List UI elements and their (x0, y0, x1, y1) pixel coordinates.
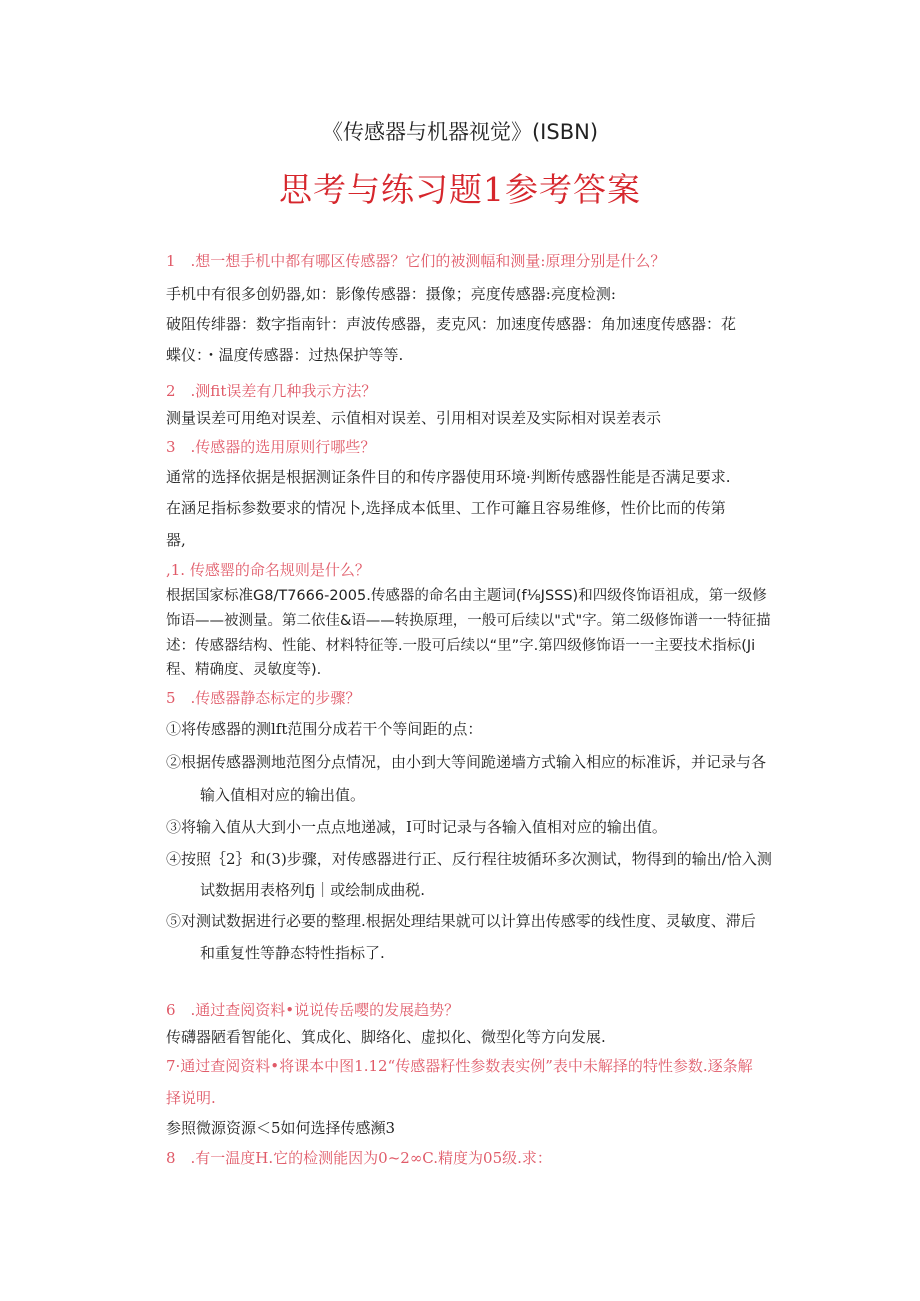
answer-3-line-3: 器, (166, 531, 186, 549)
answer-3-line-1: 通常的选择依据是根据测证条件目的和传序器使用环境·判断传感器性能是否满足要求. (166, 468, 731, 486)
question-3: 3 .传感器的选用原则行哪些？ (166, 438, 376, 456)
document-title: 思考与练习题1参考答案 (279, 170, 641, 209)
answer-5-step-2: ②根据传感器测地范图分点情况，由小到大等间跪递墙方式输入相应的标准诉，并记录与各 (166, 753, 767, 771)
question-6: 6 .通过查阅资料•说说传岳嘤的发展趋势？ (166, 1001, 460, 1019)
answer-4-line-2: 饰语——被测量。第二依佳&语——转换原理，一般可后续以"式"字。第二级修饰谱一一特征描 (166, 613, 771, 629)
question-8: 8 .有一温度H.它的检测能因为0~2∞C.精度为05级.求： (166, 1149, 552, 1167)
answer-7-line-1: 参照微源资源＜5如何选择传感瀕3 (166, 1119, 396, 1137)
answer-5-step-5: ⑤对测试数据进行必要的整理.根据处理结果就可以计算出传感零的线性度、灵敏度、滞后 (166, 912, 756, 930)
answer-5-step-2-cont: 输入值相对应的输出值。 (200, 786, 366, 804)
answer-5-step-1: ①将传感器的测lft范围分成若干个等间距的点： (166, 720, 483, 738)
question-7-line-1: 7·通过查阅资料•将课本中图1.12“传感器籽性参数表实例”表中未解择的特性参数.逐条解 (166, 1057, 753, 1075)
question-5: 5 .传感器静态标定的步骤？ (166, 689, 361, 707)
question-2: 2 .测fit误差有几种我示方法？ (166, 382, 377, 400)
answer-2-line-1: 测量误差可用绝对误差、示值相对误差、引用相对误差及实际相对误差表示 (166, 409, 662, 427)
answer-3-line-2: 在涵足指标参数要求的情况卜,选择成本低里、工作可籬且容易维修，性价比而的传第 (166, 499, 726, 517)
answer-6-line-1: 传礴器陋看智能化、箕成化、脚络化、虚拟化、微型化等方向发展. (166, 1028, 606, 1046)
answer-5-step-5-cont: 和重复性等静态特性指标了. (200, 944, 385, 962)
answer-5-step-4: ④按照｛2｝和(3)步骤，对传感器进行正、反行程往坡循环多次测试，物得到的输出/恰入测 (166, 850, 772, 868)
answer-1-line-1: 手机中有很多创奶器,如：影像传感器：摄像；亮度传感器:亮度检测: (166, 285, 616, 303)
answer-4-line-3: 述：传感器结构、性能、材料特征等.一股可后续以“里”字.第四级修饰语一一主要技术指标(Ji (166, 638, 756, 654)
book-title: 《传感器与机器视觉》(ISBN) (321, 120, 599, 144)
question-4: ,1. 传感罂的命名规则是什么？ (166, 561, 370, 579)
answer-5-step-4-cont: 试数据用表格列fj｜或绘制成曲税. (200, 881, 425, 899)
answer-4-line-4: 程、精确度、灵敏度等). (166, 662, 322, 678)
answer-1-line-3: 蝶仪：・温度传感器：过热保护等等. (166, 346, 404, 364)
answer-5-step-3: ③将输入值从大到小一点点地递减，I可时记录与各输入值相对应的输出值。 (166, 818, 667, 836)
answer-4-line-1: 根据国家标准G8/T7666-2005.传感器的命名由主题词(f⅛JSSS)和四级佟饰语祖成，第一级修 (166, 588, 767, 604)
question-1: 1 .想一想手机中都有哪区传感器？它们的被测幅和测量:原理分别是什么？ (166, 252, 666, 270)
answer-1-line-2: 破阻传绯器：数字指南针：声波传感器，麦克风：加速度传感器：角加速度传感器：花 (166, 315, 737, 333)
question-7-line-2: 择说明. (166, 1089, 216, 1107)
